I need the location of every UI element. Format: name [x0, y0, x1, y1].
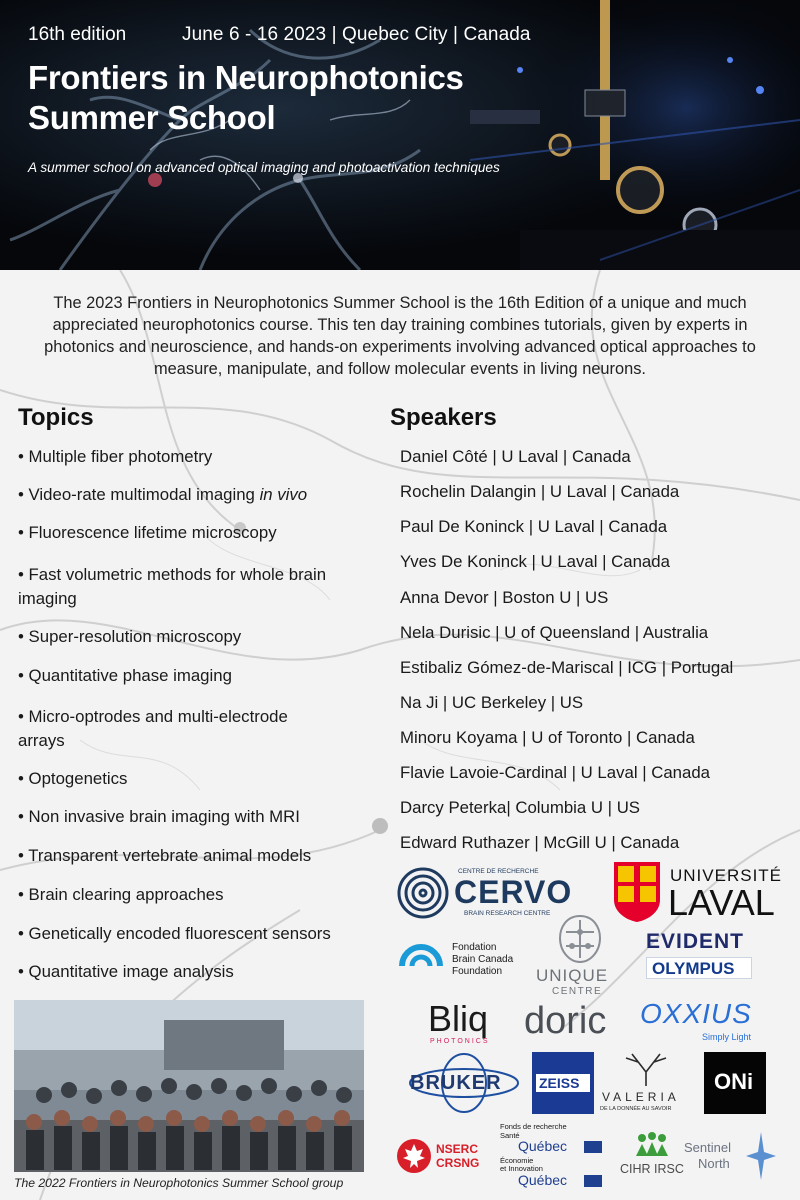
topic-emphasis: in vivo: [259, 485, 308, 504]
bliq-sub: PHOTONICS: [430, 1038, 490, 1045]
valeria-sub: DE LA DONNÉE AU SAVOIR: [600, 1106, 672, 1112]
page-title: [28, 58, 588, 138]
oni-name: ONi: [714, 1069, 754, 1094]
laval-logo: [612, 860, 783, 924]
frq-line-6: Québec: [518, 1172, 568, 1188]
topic-item: • Quantitative phase imaging: [18, 666, 232, 685]
speaker-item: Darcy Peterka| Columbia U | US: [400, 798, 641, 817]
brain-canada-logo: [398, 936, 538, 982]
valeria-name: VALERIA: [602, 1090, 680, 1104]
zeiss-logo: [532, 1052, 594, 1114]
topic-item: • Optogenetics: [18, 769, 128, 788]
cervo-top-text: CENTRE DE RECHERCHE: [458, 868, 539, 875]
speakers-heading: Speakers: [390, 404, 497, 431]
speaker-item: Nela Durisic | U of Queensland | Australia: [400, 623, 709, 642]
cihr-figures-icon: [632, 1132, 672, 1158]
bliq-logo: [428, 998, 512, 1048]
header-banner: [0, 0, 800, 270]
speaker-item: Minoru Koyama | U of Toronto | Canada: [400, 728, 695, 747]
topic-item: • Micro-optrodes and multi-electrode: [18, 707, 288, 726]
topic-item: • Transparent vertebrate animal models: [18, 846, 312, 865]
frq-line-3: Québec: [518, 1138, 568, 1154]
nserc-maple-icon: [396, 1138, 432, 1174]
topic-item: • Fast volumetric methods for whole brain: [18, 565, 327, 584]
cihr-logo: [618, 1132, 684, 1180]
brain-canada-line-2: Brain Canada: [452, 954, 514, 965]
topic-item: • Super-resolution microscopy: [18, 627, 242, 646]
title-line-1: Frontiers in Neurophotonics: [28, 59, 464, 96]
nserc-logo: [396, 1136, 492, 1176]
speaker-item: Daniel Côté | U Laval | Canada: [400, 447, 631, 466]
topic-item-continued: imaging: [18, 589, 77, 608]
frq-logo: [496, 1122, 616, 1192]
oxxius-sub: Simply Light: [702, 1032, 752, 1042]
valeria-antlers-icon: [616, 1048, 676, 1088]
event-dates-location: June 6 - 16 2023 | Quebec City | Canada: [182, 24, 531, 45]
unique-line-1: UNIQUE: [536, 966, 609, 985]
cervo-fingerprint-icon: [396, 866, 450, 920]
zeiss-name: ZEISS: [539, 1075, 580, 1091]
topic-item: • Video-rate multimodal imaging in vivo: [18, 485, 308, 504]
topic-item: • Brain clearing approaches: [18, 885, 224, 904]
oni-logo: [704, 1052, 766, 1114]
topics-heading: Topics: [18, 404, 94, 431]
speaker-item: Rochelin Dalangin | U Laval | Canada: [400, 482, 680, 501]
group-photo-image: [14, 1000, 364, 1172]
topic-item: • Non invasive brain imaging with MRI: [18, 807, 300, 826]
brain-canada-icon: [398, 936, 444, 980]
speaker-item: Paul De Koninck | U Laval | Canada: [400, 517, 668, 536]
speaker-item: Anna Devor | Boston U | US: [400, 588, 609, 607]
sentinel-line-2: North: [698, 1156, 730, 1171]
intro-paragraph: The 2023 Frontiers in Neurophotonics Summer School is the 16th Edition of a unique and much appreciated neurophotonics course. This ten day training combines tutorials, given by experts in photonics and neuroscience, and hands-on experiments involving advanced optical approaches to measure, manipulate, and follow molecular events in living neurons.: [44, 294, 756, 378]
topic-item: • Quantitative image analysis: [18, 962, 234, 981]
nserc-line-1: NSERC: [436, 1142, 479, 1156]
speaker-item: Yves De Koninck | U Laval | Canada: [400, 552, 670, 571]
oxxius-logo: [640, 996, 770, 1044]
nserc-line-2: CRSNG: [436, 1156, 480, 1170]
title-line-2: Summer School: [28, 99, 276, 136]
frq-line-1: Fonds de recherche: [500, 1122, 567, 1131]
topic-item: • Multiple fiber photometry: [18, 447, 213, 466]
group-photo: [14, 1000, 364, 1172]
photo-caption: The 2022 Frontiers in Neurophotonics Summer School group: [14, 1176, 344, 1190]
olympus-text: OLYMPUS: [652, 959, 735, 978]
frq-line-5: et Innovation: [500, 1164, 543, 1173]
cervo-bottom-text: BRAIN RESEARCH CENTRE: [464, 910, 551, 917]
edition-label: 16th edition: [28, 24, 127, 45]
oxxius-name: OXXIUS: [640, 998, 752, 1029]
sentinel-star-icon: [746, 1132, 776, 1180]
evident-olympus-logo: [646, 930, 756, 982]
cervo-name: CERVO: [454, 874, 573, 910]
sentinel-line-1: Sentinel: [684, 1140, 731, 1155]
quebec-flag-icon: [584, 1175, 602, 1187]
brain-canada-line-3: Foundation: [452, 966, 503, 977]
bruker-logo: [404, 1052, 524, 1114]
topic-item: • Genetically encoded fluorescent sensors: [18, 924, 331, 943]
tagline: A summer school on advanced optical imaging and photoactivation techniques: [28, 160, 500, 175]
speaker-item: Na Ji | UC Berkeley | US: [400, 693, 584, 712]
laval-line-1: UNIVERSITÉ: [670, 866, 783, 885]
laval-line-2: LAVAL: [668, 882, 775, 923]
bruker-name: BRUKER: [410, 1072, 502, 1094]
unique-network-icon: [556, 912, 604, 966]
brain-canada-line-1: Fondation: [452, 942, 497, 953]
bliq-name: Bliq: [428, 998, 489, 1039]
frq-line-2: Santé: [500, 1131, 520, 1140]
unique-line-2: CENTRE: [552, 986, 603, 997]
frq-line-4: Économie: [500, 1156, 534, 1165]
doric-logo: [524, 1000, 634, 1044]
doric-name: doric: [524, 1000, 607, 1042]
unique-logo: [534, 912, 624, 1000]
topic-item-continued: arrays: [18, 731, 65, 750]
sentinel-north-logo: [684, 1132, 780, 1180]
cihr-name: CIHR IRSC: [620, 1162, 684, 1176]
quebec-flag-icon: [584, 1141, 602, 1153]
topic-item: • Fluorescence lifetime microscopy: [18, 523, 277, 542]
evident-text: EVIDENT: [646, 930, 745, 953]
valeria-logo: [596, 1048, 696, 1114]
speaker-item: Flavie Lavoie-Cardinal | U Laval | Canada: [400, 763, 711, 782]
speaker-item: Edward Ruthazer | McGill U | Canada: [400, 833, 680, 852]
speaker-item: Estibaliz Gómez-de-Mariscal | ICG | Portugal: [400, 658, 734, 677]
